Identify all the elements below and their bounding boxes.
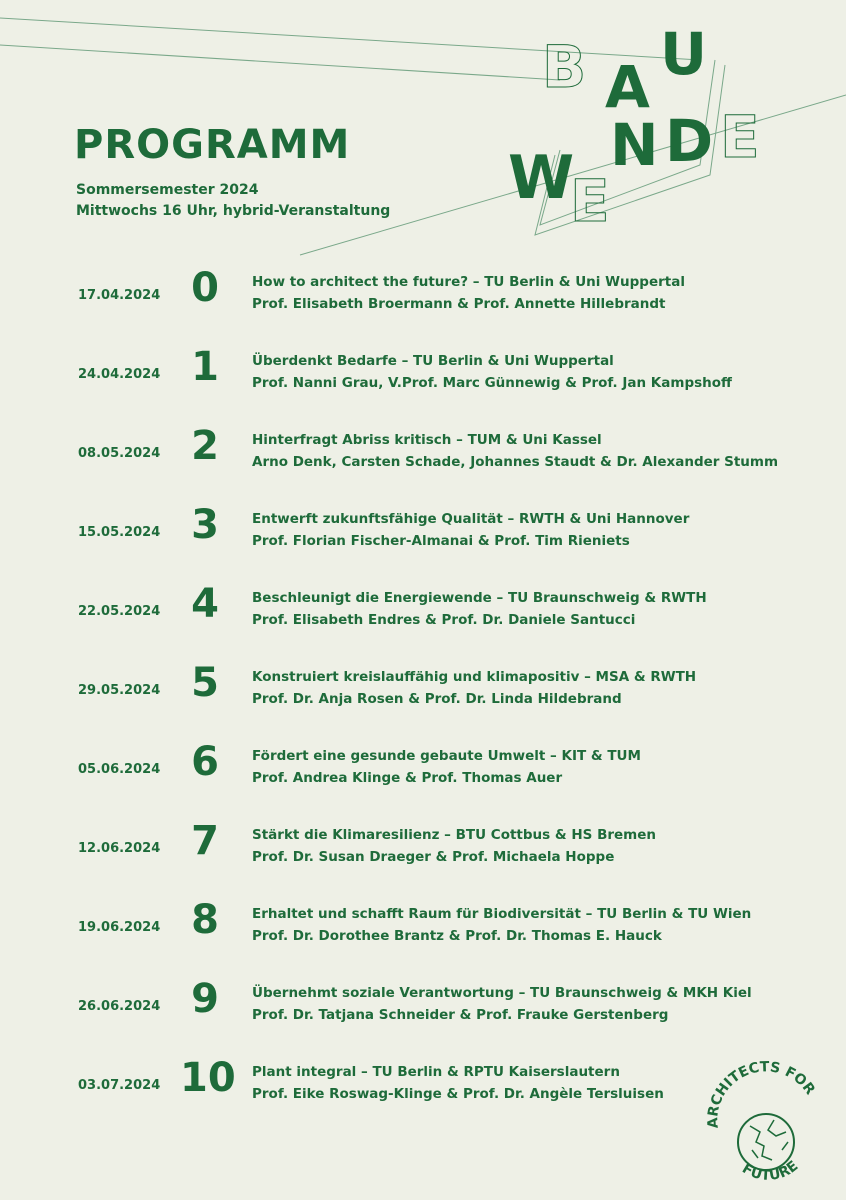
- session-speakers: Prof. Dr. Anja Rosen & Prof. Dr. Linda Hildebrand: [252, 691, 622, 707]
- logo-text-bottom: FUTURE: [739, 1158, 802, 1185]
- session-speakers: Prof. Florian Fischer-Almanai & Prof. Tim Rieniets: [252, 533, 630, 549]
- session-date: 03.07.2024: [78, 1078, 161, 1093]
- session-number: 7: [191, 818, 219, 864]
- session-date: 17.04.2024: [78, 288, 161, 303]
- session-topic: How to architect the future? – TU Berlin & Uni Wuppertal: [252, 274, 685, 290]
- logo-letter: E: [720, 103, 760, 171]
- logo-letter: N: [610, 111, 659, 179]
- logo-letter: E: [570, 167, 610, 235]
- session-date: 29.05.2024: [78, 683, 161, 698]
- session-date: 15.05.2024: [78, 525, 161, 540]
- session-speakers: Arno Denk, Carsten Schade, Johannes Staudt & Dr. Alexander Stumm: [252, 454, 779, 470]
- session-speakers: Prof. Nanni Grau, V.Prof. Marc Günnewig & Prof. Jan Kampshoff: [252, 375, 732, 391]
- session-date: 26.06.2024: [78, 999, 161, 1014]
- session-speakers: Prof. Dr. Dorothee Brantz & Prof. Dr. Thomas E. Hauck: [252, 928, 662, 944]
- program-row: [0, 423, 846, 488]
- logo-text-top: ARCHITECTS FOR: [705, 1059, 818, 1129]
- session-number: 1: [191, 344, 219, 390]
- logo-letter: U: [660, 20, 708, 88]
- session-number: 6: [191, 739, 219, 785]
- session-number: 3: [191, 502, 219, 548]
- session-topic: Übernehmt soziale Verantwortung – TU Braunschweig & MKH Kiel: [252, 985, 752, 1001]
- session-speakers: Prof. Elisabeth Broermann & Prof. Annette Hillebrandt: [252, 296, 666, 312]
- session-date: 12.06.2024: [78, 841, 161, 856]
- session-number: 8: [191, 897, 219, 943]
- program-row: [0, 660, 846, 725]
- program-row: [0, 344, 846, 409]
- program-row: [0, 976, 846, 1041]
- session-topic: Überdenkt Bedarfe – TU Berlin & Uni Wuppertal: [252, 353, 614, 369]
- program-row: [0, 502, 846, 567]
- svg-text:ARCHITECTS FOR: [705, 1059, 818, 1129]
- session-date: 08.05.2024: [78, 446, 161, 461]
- session-speakers: Prof. Andrea Klinge & Prof. Thomas Auer: [252, 770, 563, 786]
- session-speakers: Prof. Dr. Susan Draeger & Prof. Michaela Hoppe: [252, 849, 615, 865]
- globe-icon: [738, 1114, 794, 1170]
- session-number: 9: [191, 976, 219, 1022]
- logo-letter: A: [605, 53, 650, 121]
- logo-letter: W: [508, 143, 575, 213]
- session-topic: Hinterfragt Abriss kritisch – TUM & Uni Kassel: [252, 432, 602, 448]
- program-row: [0, 581, 846, 646]
- program-row: [0, 897, 846, 962]
- program-row: [0, 818, 846, 883]
- svg-text:FUTURE: [739, 1158, 801, 1184]
- semester-subtitle: Sommersemester 2024: [76, 182, 259, 198]
- session-date: 05.06.2024: [78, 762, 161, 777]
- logo-letter: B: [542, 33, 587, 101]
- session-date: 19.06.2024: [78, 920, 161, 935]
- session-topic: Konstruiert kreislauffähig und klimapositiv – MSA & RWTH: [252, 669, 697, 685]
- session-topic: Stärkt die Klimaresilienz – BTU Cottbus & HS Bremen: [252, 827, 657, 843]
- session-topic: Fördert eine gesunde gebaute Umwelt – KIT & TUM: [252, 748, 641, 764]
- program-row: [0, 265, 846, 330]
- program-row: [0, 739, 846, 804]
- session-date: 24.04.2024: [78, 367, 161, 382]
- session-topic: Beschleunigt die Energiewende – TU Braunschweig & RWTH: [252, 590, 707, 606]
- logo-letter: D: [665, 107, 714, 175]
- schedule-subtitle: Mittwochs 16 Uhr, hybrid-Veranstaltung: [76, 203, 391, 219]
- session-topic: Entwerft zukunftsfähige Qualität – RWTH & Uni Hannover: [252, 511, 690, 527]
- session-speakers: Prof. Elisabeth Endres & Prof. Dr. Daniele Santucci: [252, 612, 636, 628]
- session-number: 10: [180, 1055, 236, 1101]
- session-speakers: Prof. Eike Roswag-Klinge & Prof. Dr. Angèle Tersluisen: [252, 1086, 664, 1102]
- session-number: 0: [191, 265, 219, 311]
- bauwende-logo: [508, 20, 790, 260]
- architects-for-future-logo: [700, 1050, 830, 1190]
- session-number: 5: [191, 660, 219, 706]
- session-number: 4: [191, 581, 219, 627]
- page-title: PROGRAMM: [74, 122, 351, 168]
- session-topic: Plant integral – TU Berlin & RPTU Kaiserslautern: [252, 1064, 620, 1080]
- session-speakers: Prof. Dr. Tatjana Schneider & Prof. Frauke Gerstenberg: [252, 1007, 669, 1023]
- session-date: 22.05.2024: [78, 604, 161, 619]
- session-number: 2: [191, 423, 219, 469]
- session-topic: Erhaltet und schafft Raum für Biodiversität – TU Berlin & TU Wien: [252, 906, 752, 922]
